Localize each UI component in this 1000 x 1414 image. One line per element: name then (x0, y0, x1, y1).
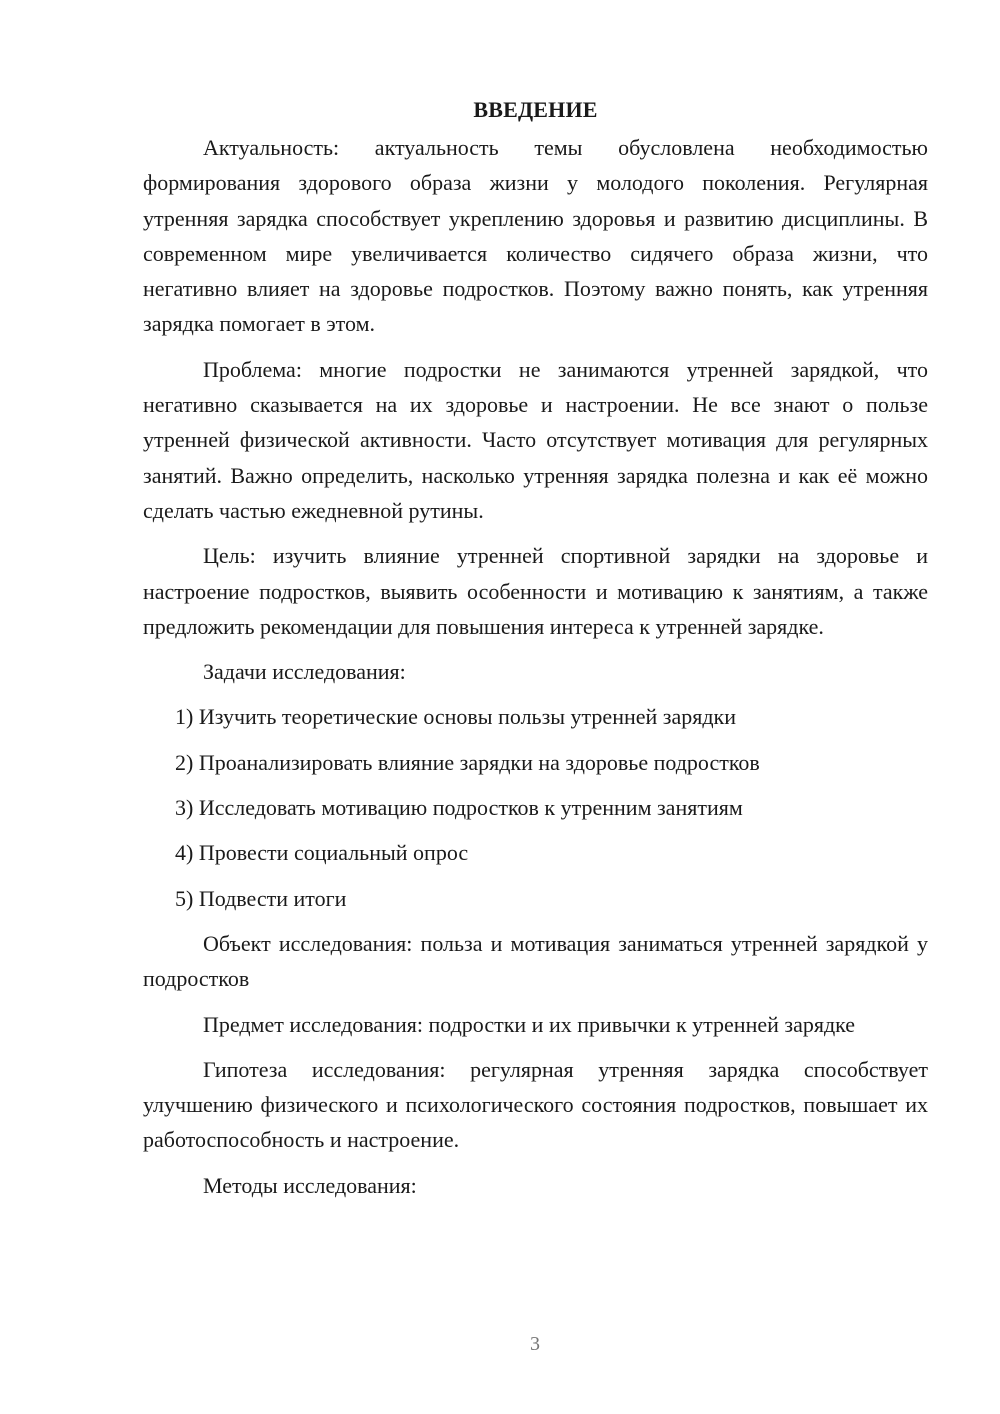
list-item-task-3: 3) Исследовать мотивацию подростков к утренним занятиям (175, 795, 743, 821)
paragraph-subject: Предмет исследования: подростки и их привычки к утренней зарядке (203, 1011, 856, 1037)
list-item-task-5: 5) Подвести итоги (175, 885, 347, 911)
section-title: ВВЕДЕНИЕ (473, 97, 598, 122)
paragraph-relevance: Актуальность: актуальность темы обусловлена необходимостью формирования здорового образа жизни у молодого поколения. Регулярная утренняя зарядка способствует укреплению здоровья и развитию дисциплины. В современном мире увеличивается количество сидячего образа жизни, что негативно влияет на здоровье подростков. Поэтому важно понять, как утренняя зарядка помогает в этом. (143, 135, 928, 337)
paragraph-hypothesis: Гипотеза исследования: регулярная утренняя зарядка способствует улучшению физического и психологического состояния подростков, повышает их работоспособность и настроение. (143, 1056, 928, 1153)
tasks-heading: Задачи исследования: (203, 659, 406, 685)
document-page (143, 92, 928, 1213)
paragraph-object: Объект исследования: польза и мотивация заниматься утренней зарядкой у подростков (143, 930, 928, 992)
paragraph-problem: Проблема: многие подростки не занимаются утренней зарядкой, что негативно сказывается на их здоровье и настроении. Не все знают о пользе утренней физической активности. Часто отсутствует мотивация для регулярных занятий. Важно определить, насколько утренняя зарядка полезна и как её можно сделать частью ежедневной рутины. (143, 356, 928, 523)
list-item-task-1: 1) Изучить теоретические основы пользы утренней зарядки (175, 704, 737, 730)
paragraph-goal: Цель: изучить влияние утренней спортивной зарядки на здоровье и настроение подростков, выявить особенности и мотивацию к занятиям, а также предложить рекомендации для повышения интереса к утренней зарядке. (143, 543, 928, 639)
list-item-task-2: 2) Проанализировать влияние зарядки на здоровье подростков (175, 749, 760, 775)
list-item-task-4: 4) Провести социальный опрос (175, 840, 469, 866)
methods-heading: Методы исследования: (203, 1172, 417, 1198)
tasks-list (143, 699, 928, 915)
page-number: 3 (530, 1333, 540, 1355)
